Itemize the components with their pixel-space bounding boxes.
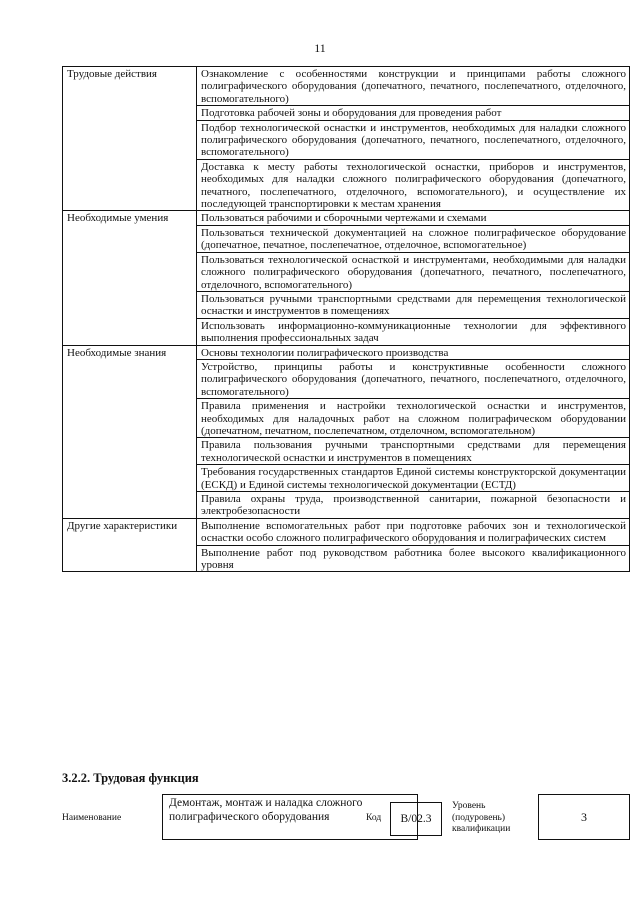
section-item: Устройство, принципы работы и конструктивные особенности сложного полиграфического оборудования (допечатного, печатного, послепечатного, отделочного, вспомогательного) (197, 359, 630, 398)
section-item: Выполнение работ под руководством работника более высокого квалификационного уровня (197, 545, 630, 572)
table-row (63, 345, 630, 359)
section-item: Пользоваться технологической оснасткой и инструментами, необходимыми для наладки сложного полиграфического оборудования (допечатного, печатного, послепечатного, отделочного, вспомогательного) (197, 252, 630, 291)
qualification-level-value: 3 (538, 794, 630, 840)
section-item: Доставка к месту работы технологической оснастки, приборов и инструментов, необходимых для наладки сложного полиграфического оборудования (допечатного, печатного, послепечатного, отделочного, вспомогательного), и осуществление их последующей транспортировки к местам хранения (197, 159, 630, 211)
function-row (62, 794, 630, 844)
section-label: Необходимые знания (63, 345, 197, 518)
section-item: Выполнение вспомогательных работ при подготовке рабочих зон и технологической оснастки особо сложного полиграфического оборудования и полиграфических систем (197, 518, 630, 545)
section-item: Правила пользования ручными транспортными средствами для перемещения технологической оснастки и инструментов в помещениях (197, 438, 630, 465)
table-row (63, 211, 630, 225)
section-item: Подготовка рабочей зоны и оборудования для проведения работ (197, 106, 630, 120)
section-item: Пользоваться рабочими и сборочными чертежами и схемами (197, 211, 630, 225)
section-item: Ознакомление с особенностями конструкции и принципами работы сложного полиграфического оборудования (допечатного, печатного, послепечатного, отделочного, вспомогательного) (197, 67, 630, 106)
section-label: Необходимые умения (63, 211, 197, 345)
function-name-value: Демонтаж, монтаж и наладка сложного полиграфического оборудования (162, 794, 418, 840)
section-item: Правила охраны труда, производственной санитарии, пожарной безопасности и электробезопасности (197, 492, 630, 519)
section-item: Пользоваться ручными транспортными средствами для перемещения технологической оснастки и инструментов в помещениях (197, 291, 630, 318)
qualification-level-label: Уровень (подуровень) квалификации (452, 801, 511, 834)
section-item: Использовать информационно-коммуникационные технологии для эффективного выполнения профессиональных задач (197, 318, 630, 345)
table-row (63, 67, 630, 106)
function-name-label: Наименование (62, 813, 122, 823)
section-item: Основы технологии полиграфического производства (197, 345, 630, 359)
section-title: 3.2.2. Трудовая функция (62, 771, 199, 785)
section-item: Подбор технологической оснастки и инструментов, необходимых для наладки сложного полиграфического оборудования (допечатного, печатного, послепечатного, отделочного, вспомогательного) (197, 120, 630, 159)
section-item: Требования государственных стандартов Единой системы конструкторской документации (ЕСКД) и Единой системы технологической документации (ЕСТД) (197, 465, 630, 492)
code-value: B/02.3 (390, 802, 442, 836)
labor-functions-table (62, 66, 630, 572)
section-item: Правила применения и настройки технологической оснастки и инструментов, необходимых для наладочных работ на сложном полиграфическом оборудовании (допечатном, печатном, послепечатном, отделочном, вспомогательном) (197, 399, 630, 438)
section-item: Пользоваться технической документацией на сложное полиграфическое оборудование (допечатное, печатное, послепечатное, отделочное, вспомогательное) (197, 225, 630, 252)
code-label: Код (366, 813, 382, 823)
section-label: Трудовые действия (63, 67, 197, 211)
table-row (63, 518, 630, 545)
section-label: Другие характеристики (63, 518, 197, 572)
page-number: 11 (314, 41, 326, 55)
